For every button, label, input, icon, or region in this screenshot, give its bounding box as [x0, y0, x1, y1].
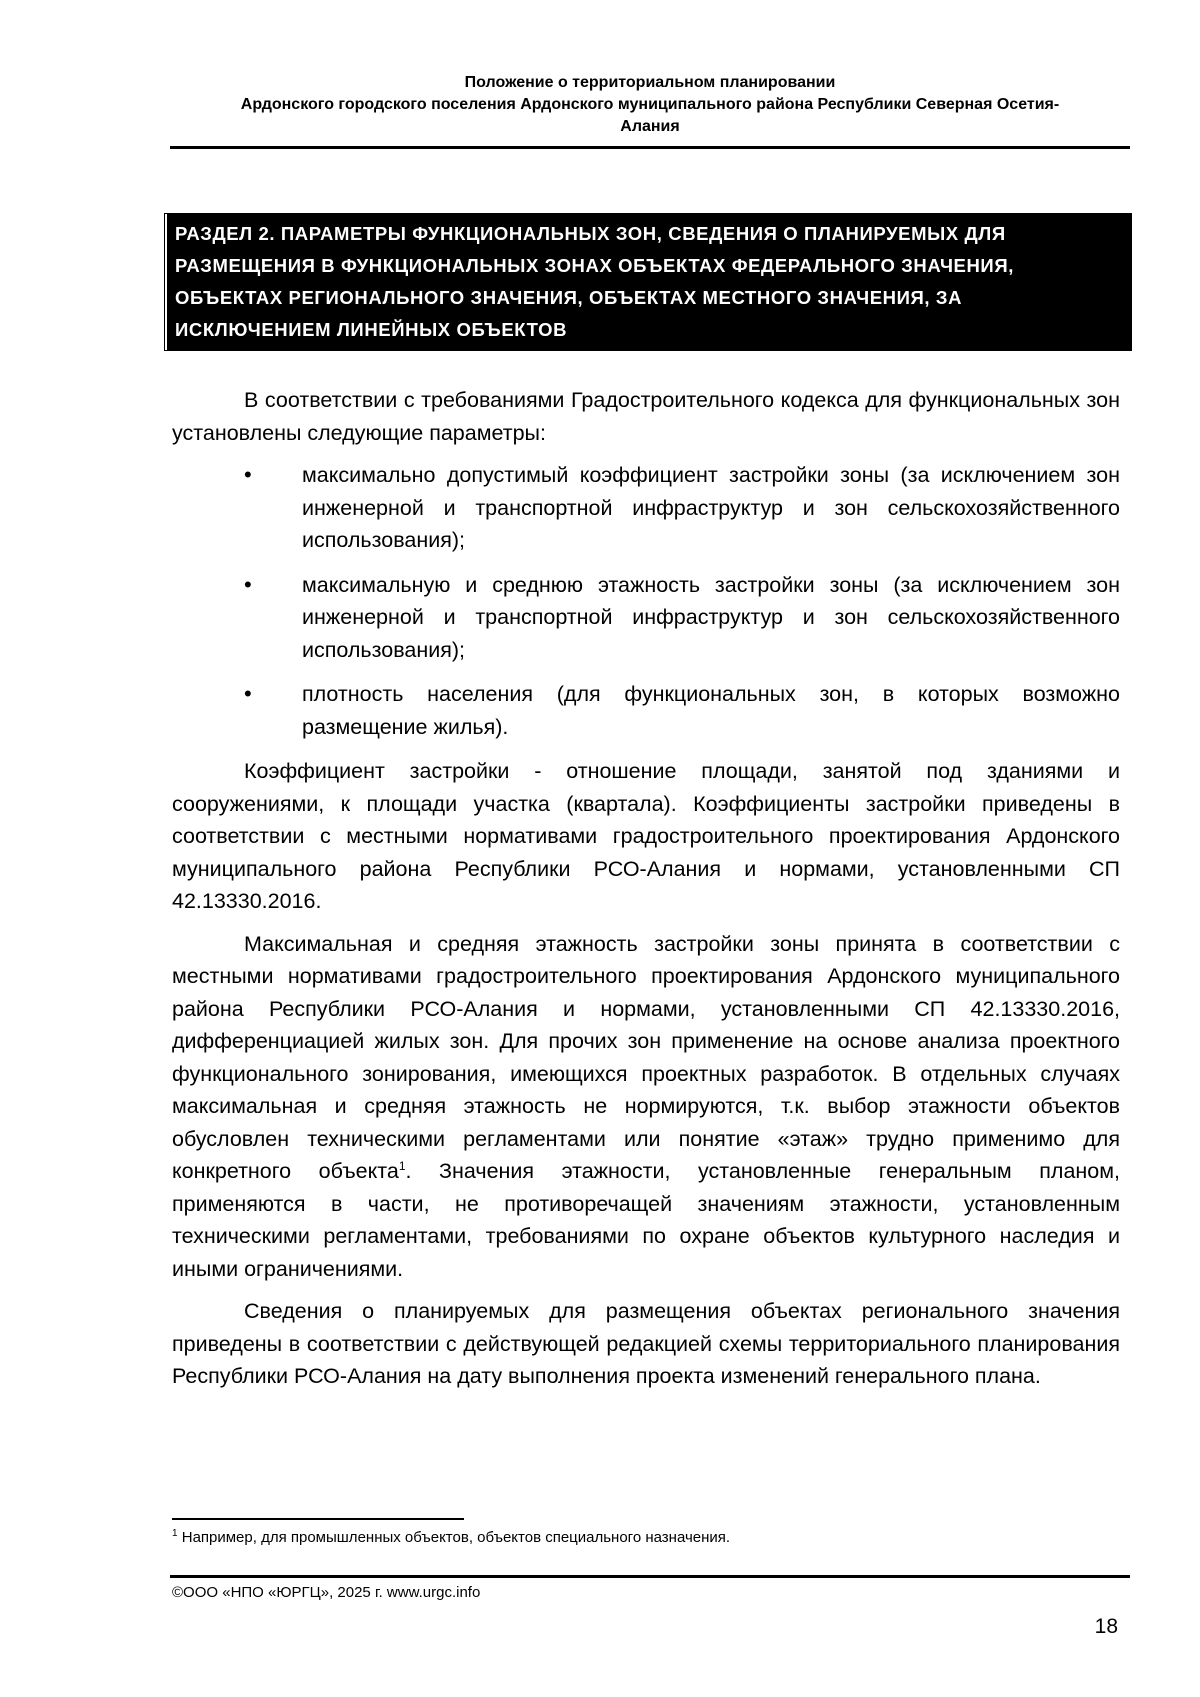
page-header: [170, 72, 1130, 138]
bullet-icon: •: [244, 462, 252, 487]
list-item-text: максимальную и среднюю этажность застройки зоны (за исключением зон инженерной и транспортной инфраструктур и зон сельскохозяйственного использования);: [302, 572, 1120, 662]
body-text: [172, 384, 1120, 1403]
header-line-2: Ардонского городского поселения Ардонского муниципального района Республики Северная Осетия-: [240, 96, 1060, 113]
building-coefficient-paragraph: Коэффициент застройки - отношение площади, занятой под зданиями и сооружениями, к площади участка (квартала). Коэффициенты застройки приведены в соответствии с местными нормативами градостроительного проектирования Ардонского муниципального района Республики РСО-Алания и нормами, установленными СП 42.13330.2016.: [172, 759, 1120, 913]
header-divider: [170, 146, 1130, 149]
section-title-line-4: ИСКЛЮЧЕНИЕМ ЛИНЕЙНЫХ ОБЪЕКТОВ: [175, 319, 568, 340]
page-number: 18: [1094, 1615, 1118, 1638]
footer-copyright: ©ООО «НПО «ЮРГЦ», 2025 г. www.urgc.info: [172, 1584, 481, 1601]
section-title-line-2: РАЗМЕЩЕНИЯ В ФУНКЦИОНАЛЬНЫХ ЗОНАХ ОБЪЕКТАХ ФЕДЕРАЛЬНОГО ЗНАЧЕНИЯ,: [175, 255, 1014, 276]
footnote-divider: [172, 1518, 464, 1520]
list-item-text: плотность населения (для функциональных зон, в которых возможно размещение жилья).: [302, 682, 1120, 739]
section-title-banner: [165, 214, 1131, 350]
footnote-number: 1: [172, 1528, 178, 1539]
section-title-line-1: РАЗДЕЛ 2. ПАРАМЕТРЫ ФУНКЦИОНАЛЬНЫХ ЗОН, СВЕДЕНИЯ О ПЛАНИРУЕМЫХ ДЛЯ: [175, 223, 1006, 244]
floor-count-text-part-1: Максимальная и средняя этажность застройки зоны принята в соответствии с местными нормативами градостроительного проектирования Ардонского муниципального района Республики РСО-Алания и нормами, установленными СП 42.13330.2016, дифференциацией жилых зон. Для прочих зон применение на основе анализа проектного функционального зонирования, имеющихся проектных разработок. В отдельных случаях максимальная и средняя этажность не нормируются, т.к. выбор этажности объектов обусловлен техническими регламентами или понятие «этаж» трудно применимо для конкретного объекта: [172, 931, 1120, 1183]
bullet-icon: •: [244, 681, 252, 706]
list-item-text: максимально допустимый коэффициент застройки зоны (за исключением зон инженерной и транспортной инфраструктур и зон сельскохозяйственного использования);: [302, 463, 1120, 552]
floor-count-paragraph: [172, 928, 1120, 1286]
footnote: [172, 1528, 1120, 1548]
section-title-line-3: ОБЪЕКТАХ РЕГИОНАЛЬНОГО ЗНАЧЕНИЯ, ОБЪЕКТАХ МЕСТНОГО ЗНАЧЕНИЯ, ЗА: [175, 287, 963, 308]
list-item: [172, 678, 1120, 743]
list-item: [172, 459, 1120, 557]
header-line-3: Алания: [620, 118, 680, 135]
bullet-icon: •: [244, 571, 252, 597]
parameter-list: [172, 459, 1120, 743]
footer-divider: [170, 1575, 1130, 1578]
floor-count-text-part-2: . Значения этажности, установленные генеральным планом, применяются в части, не противоречащей значениям этажности, установленным техническими регламентами, требованиями по охране объектов культурного наследия и иными ограничениями.: [172, 1159, 1120, 1281]
intro-paragraph: В соответствии с требованиями Градостроительного кодекса для функциональных зон установлены следующие параметры:: [172, 388, 1120, 445]
footnote-text: Например, для промышленных объектов, объектов специального назначения.: [177, 1529, 731, 1546]
list-item: [172, 569, 1120, 667]
header-line-1: Положение о территориальном планировании: [464, 74, 836, 91]
footnote-reference[interactable]: 1: [398, 1158, 406, 1173]
regional-objects-paragraph: Сведения о планируемых для размещения объектах регионального значения приведены в соответствии с действующей редакцией схемы территориального планирования Республики РСО-Алания на дату выполнения проекта изменений генерального плана.: [172, 1299, 1120, 1388]
